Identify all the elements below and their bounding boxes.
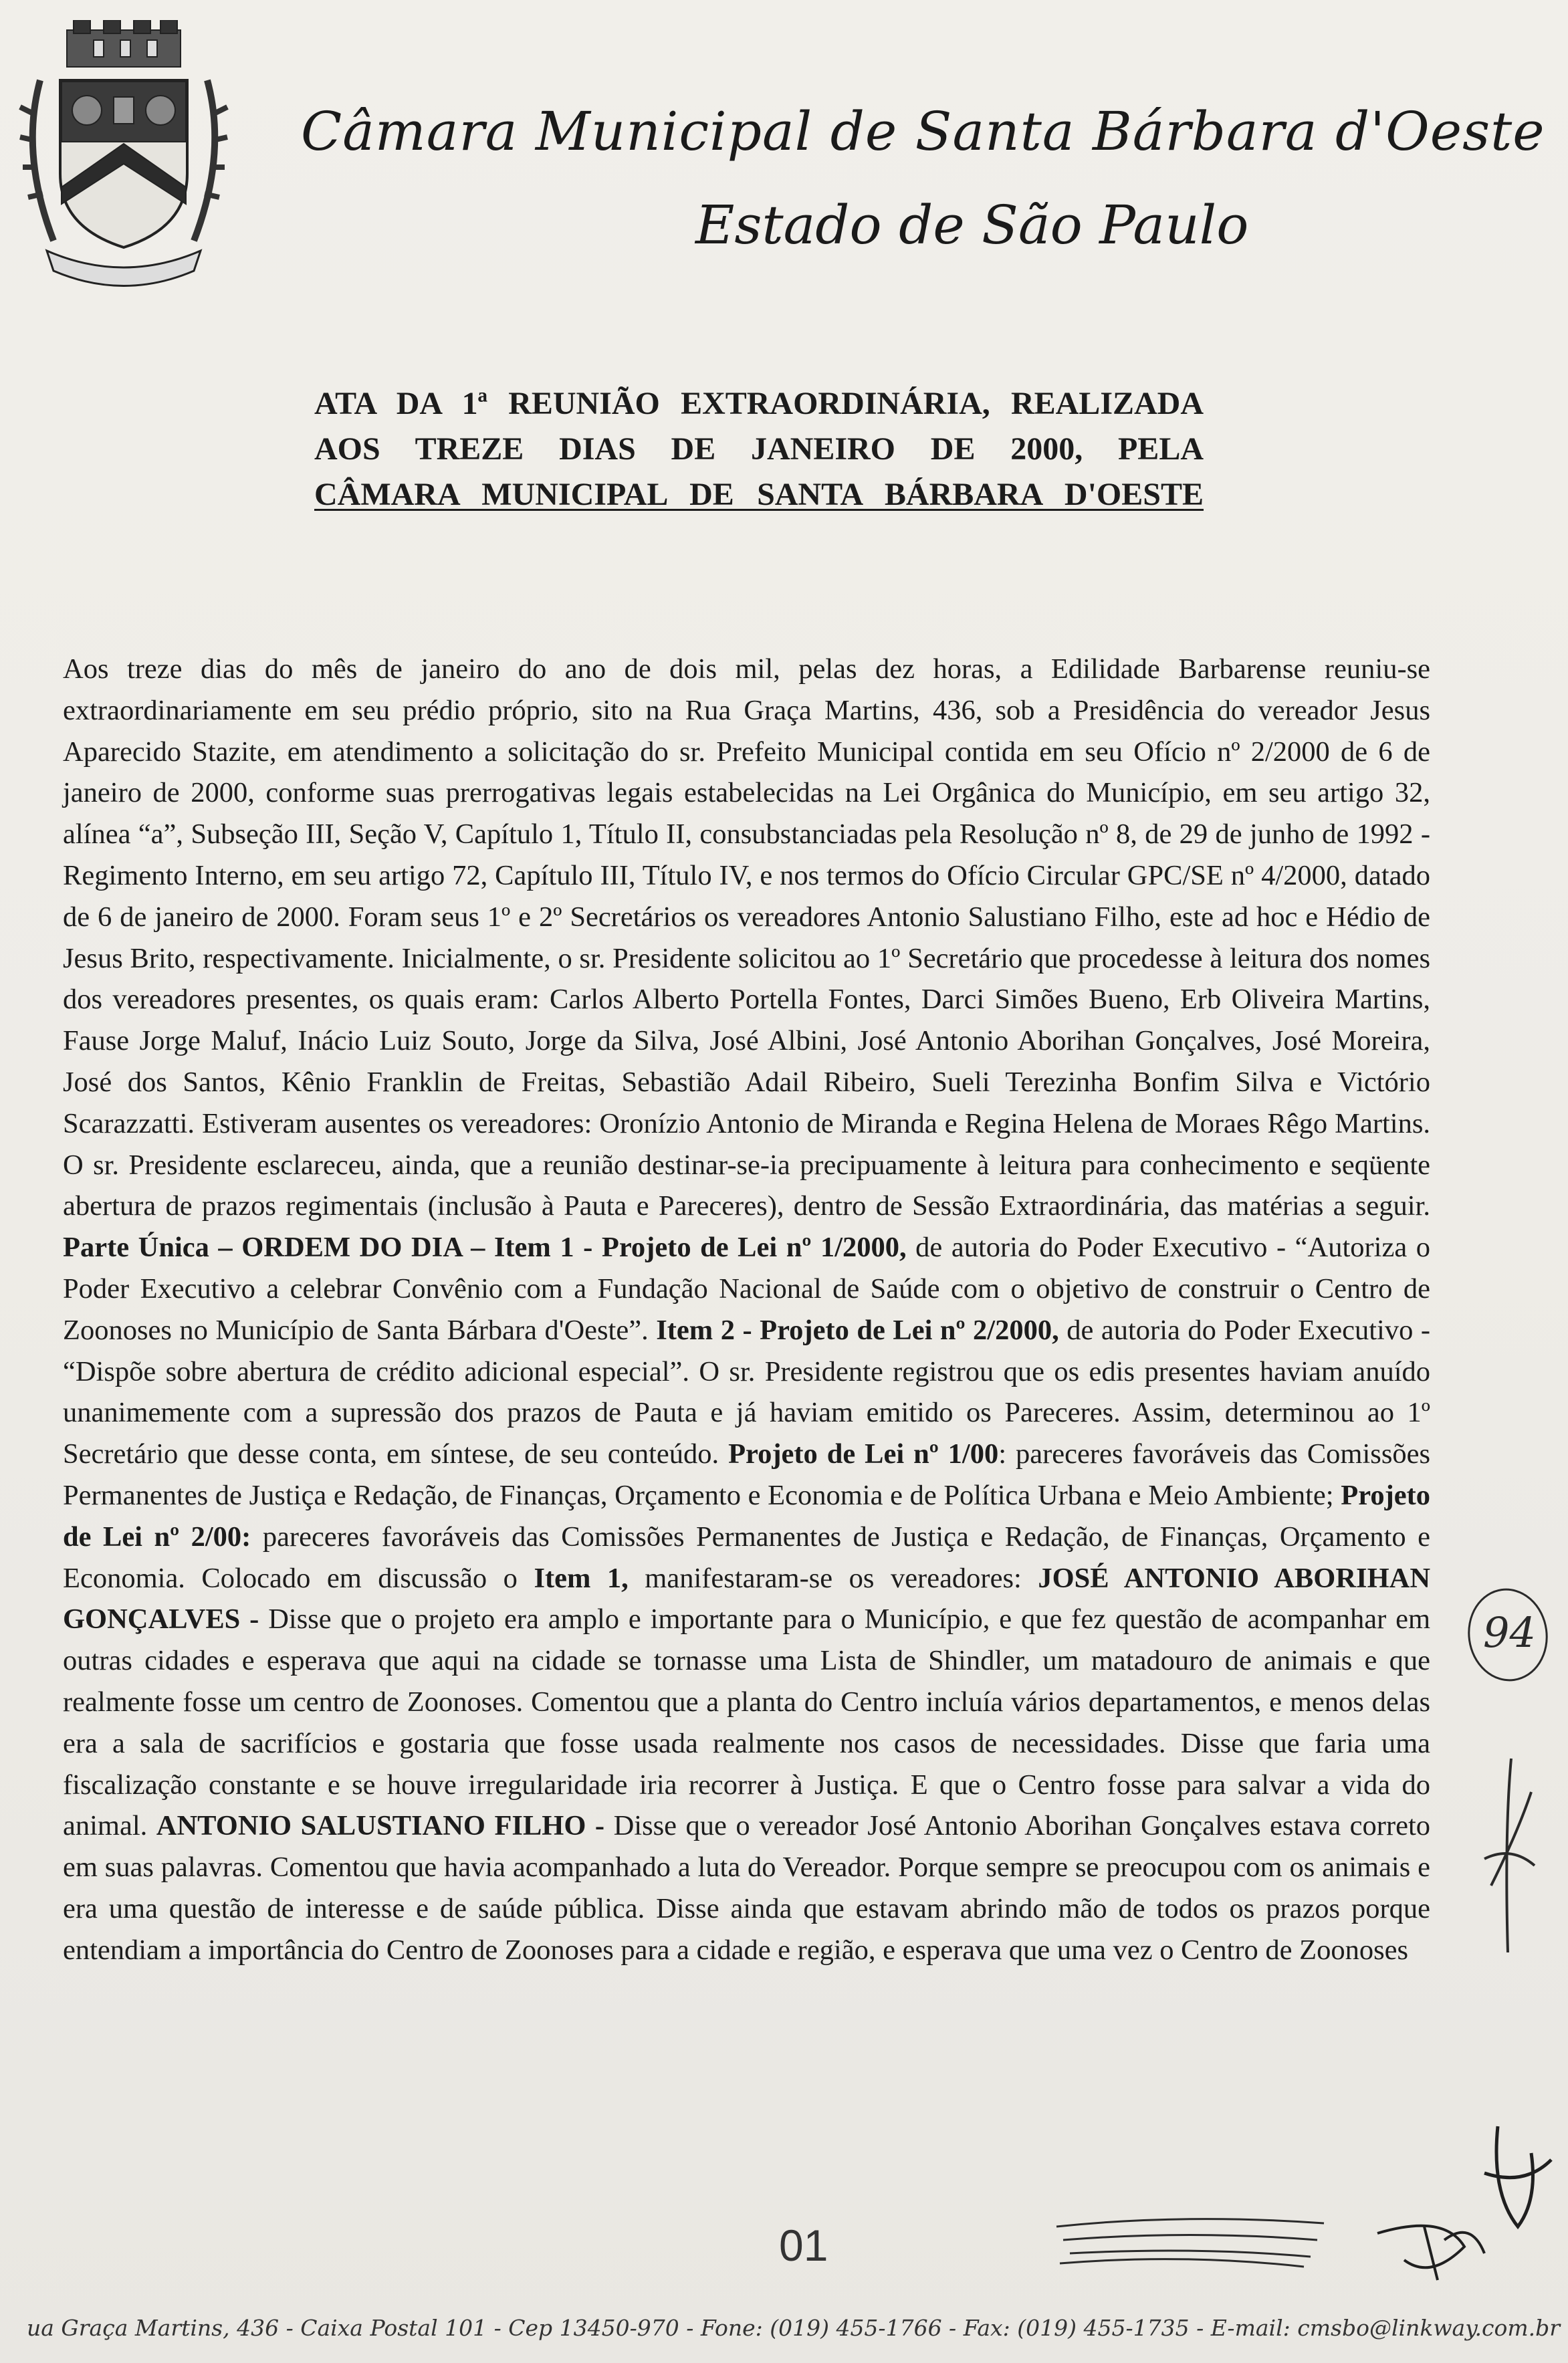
body-bold-segment: JOSÉ ANTONIO ABORIHAN GONÇALVES - <box>63 1562 1431 1636</box>
institution-state: Estado de São Paulo <box>695 194 1249 256</box>
body-bold-segment: Item 1, <box>534 1562 629 1594</box>
body-bold-segment: Item 2 - Projeto de Lei nº 2/2000, <box>656 1314 1059 1346</box>
footer-address: ua Graça Martins, 436 - Caixa Postal 101 - Cep 13450-970 - Fone: (019) 455-1766 - Fax: (019) 455-1735 - E-mail: cmsbo@linkway.com.br <box>27 2315 1561 2341</box>
page-number: 01 <box>779 2221 828 2270</box>
rubric-scribble-icon <box>1050 2200 1331 2273</box>
body-text-segment: de autoria do Poder Executivo - “Dispõe sobre abertura de crédito adicional especial”. O sr. Presidente registrou que os edis presentes haviam anuído unanimemente com a supressão dos prazos de Pauta e já haviam emitido os Pareceres. Assim, determinou ao 1º Secretário que desse conta, em síntese, de seu conteúdo. <box>63 1314 1431 1470</box>
title-line-2: AOS TREZE DIAS DE JANEIRO DE 2000, PELA <box>314 431 1204 467</box>
body-text-segment: Aos treze dias do mês de janeiro do ano de dois mil, pelas dez horas, a Edilidade Barbarense reuniu-se extraordinariamente em seu prédio próprio, sito na Rua Graça Martins, 436, sob a Presidência do vereador Jesus Aparecido Stazite, em atendimento a solicitação do sr. Prefeito Municipal contida em seu Ofício nº 2/2000 de 6 de janeiro de 2000, conforme suas prerrogativas legais estabelecidas na Lei Orgânica do Município, em seu artigo 32, alínea “a”, Subseção III, Seção V, Capítulo 1, Título II, consubstanciadas pela Resolução nº 8, de 29 de junho de 1992 - Regimento Interno, em seu artigo 72, Capítulo III, Título IV, e nos termos do Ofício Circular GPC/SE nº 4/2000, datado de 6 de janeiro de 2000. Foram seus 1º e 2º Secretários os vereadores Antonio Salustiano Filho, este ad hoc e Hédio de Jesus Brito, respectivamente. Inicialmente, o sr. Presidente solicitou ao 1º Secretário que procedesse à leitura dos nomes dos vereadores presentes, os quais eram: Carlos Alberto Portella Fontes, Darci Simões Bueno, Erb Oliveira Martins, Fause Jorge Maluf, Inácio Luiz Souto, Jorge da Silva, José Albini, José Antonio Aborihan Gonçalves, José Moreira, José dos Santos, Kênio Franklin de Freitas, Sebastião Adail Ribeiro, Sueli Terezinha Bonfim Silva e Victório Scarazzatti. Estiveram ausentes os vereadores: Oronízio Antonio de Miranda e Regina Helena de Moraes Rêgo Martins. O sr. Presidente esclareceu, ainda, que a reunião destinar-se-ia precipuamente à leitura para conhecimento e seqüente abertura de prazos regimentais (inclusão à Pauta e Pareceres), dentro de Sessão Extraordinária, das matérias a seguir. <box>63 653 1430 1222</box>
body-text-segment: de autoria do Poder Executivo - “Autoriza o Poder Executivo a celebrar Convênio com a Fundação Nacional de Saúde com o objetivo de construir o Centro de Zoonoses no Município de Santa Bárbara d'Oeste”. <box>63 1232 1430 1346</box>
minutes-body <box>63 649 1430 1971</box>
body-bold-segment: ANTONIO SALUSTIANO FILHO - <box>156 1810 605 1842</box>
body-text-segment: : pareceres favoráveis das Comissões Permanentes de Justiça e Redação, de Finanças, Orçamento e Economia e de Política Urbana e Meio Ambiente; <box>63 1438 1431 1511</box>
coat-of-arms-emblem <box>13 20 234 288</box>
margin-page-note <box>1464 1585 1551 1685</box>
body-text-segment: Disse que o projeto era amplo e importante para o Município, e que fez questão de acompanhar em outras cidades e esperava que aqui na cidade se tornasse uma Lista de Shindler, um matadouro de animais e que realmente fosse um centro de Zoonoses. Comentou que a planta do Centro incluía vários departamentos, e menos delas era a sala de sacrifícios e gostaria que fosse usada realmente nos casos de necessidades. Disse que faria uma fiscalização constante e se houve irregularidade iria recorrer à Justiça. E que o Centro fosse para salvar a vida do animal. <box>63 1603 1431 1842</box>
handwritten-initial-icon <box>1471 1752 1545 1966</box>
document-title <box>314 381 1204 518</box>
signature-icon <box>1364 2113 1558 2287</box>
title-line-1: ATA DA 1ª REUNIÃO EXTRAORDINÁRIA, REALIZADA <box>314 386 1204 421</box>
body-text-segment: Disse que o vereador José Antonio Aborihan Gonçalves estava correto em suas palavras. Comentou que havia acompanhado a luta do Vereador. Porque sempre se preocupou com os animais e era uma questão de interesse e de saúde pública. Disse ainda que estavam abrindo mão de todos os prazos porque entendiam a importância do Centro de Zoonoses para a cidade e região, e esperava que uma vez o Centro de Zoonoses <box>63 1810 1431 1966</box>
body-bold-segment: Parte Única – ORDEM DO DIA – Item 1 - Projeto de Lei nº 1/2000, <box>63 1232 907 1264</box>
body-text-segment: manifestaram-se os vereadores: <box>645 1562 1022 1594</box>
body-bold-segment: Projeto de Lei nº 1/00 <box>728 1438 999 1470</box>
title-line-3: CÂMARA MUNICIPAL DE SANTA BÁRBARA D'OESTE <box>314 477 1204 512</box>
institution-name: Câmara Municipal de Santa Bárbara d'Oeste <box>301 100 1545 162</box>
body-bold-segment: Projeto de Lei nº 2/00: <box>63 1479 1431 1553</box>
body-text-segment: pareceres favoráveis das Comissões Permanentes de Justiça e Redação, de Finanças, Orçamento e Economia. Colocado em discussão o <box>63 1521 1430 1594</box>
margin-note-text: 94 <box>1483 1608 1536 1657</box>
